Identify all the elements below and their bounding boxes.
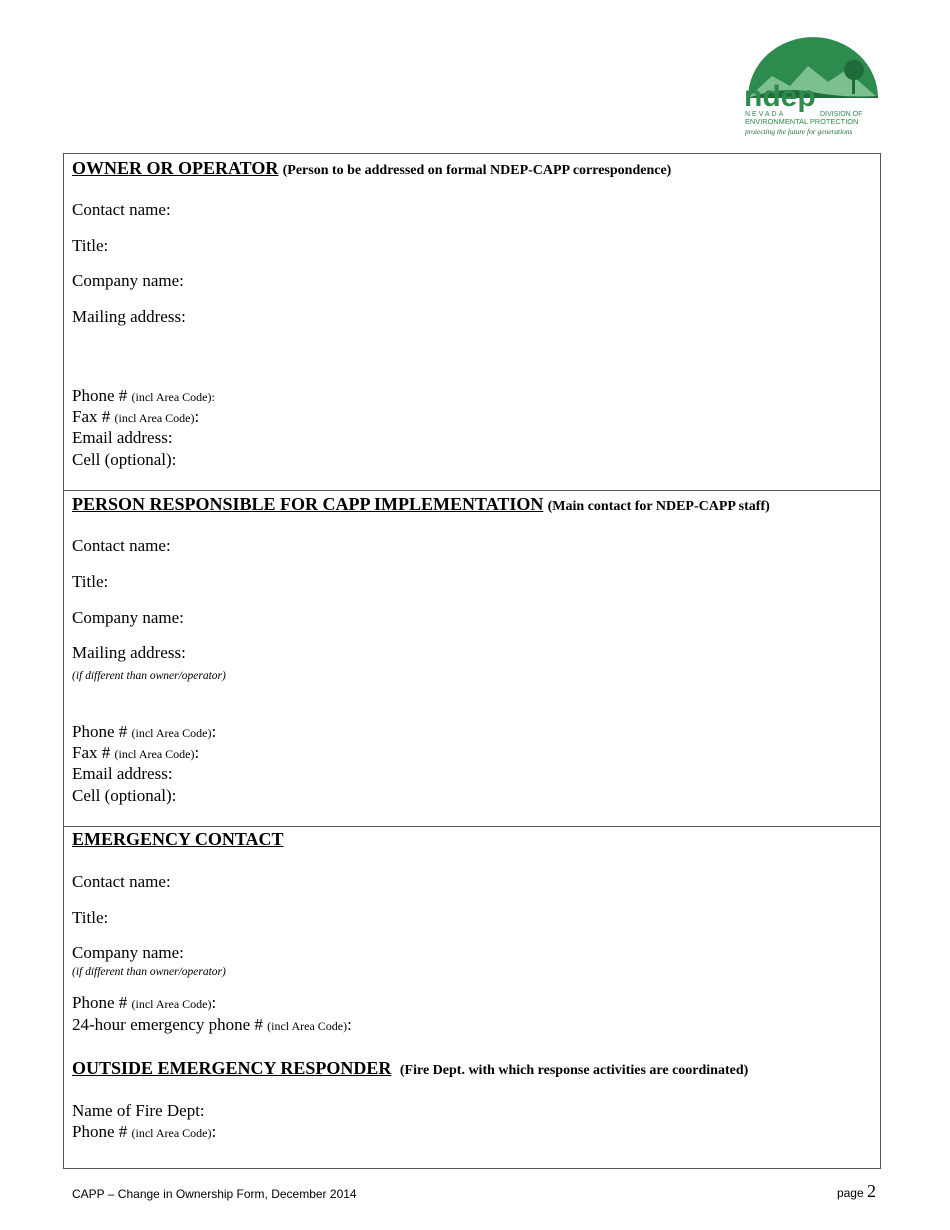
emergency-24h-phone[interactable]: [72, 1015, 352, 1036]
footer-page-number: 2: [867, 1181, 876, 1201]
owner-title[interactable]: Title:: [72, 236, 109, 255]
emergency-company-name[interactable]: Company name:: [72, 943, 184, 962]
owner-fax-label: Fax #: [72, 407, 111, 426]
responder-phone-colon: :: [211, 1122, 217, 1141]
emergency-heading: EMERGENCY CONTACT: [72, 829, 284, 849]
owner-email[interactable]: Email address:: [72, 428, 173, 447]
responder-phone-note: (incl Area Code): [131, 1126, 212, 1140]
owner-fax-note: (incl Area Code): [114, 411, 195, 425]
responsible-cell[interactable]: Cell (optional):: [72, 786, 177, 805]
owner-fax[interactable]: [72, 407, 199, 428]
emergency-phone[interactable]: [72, 993, 216, 1014]
emergency-phone-label: Phone #: [72, 993, 128, 1012]
responsible-address-note: (if different than owner/operator): [72, 670, 226, 682]
owner-fax-colon: :: [194, 407, 200, 426]
logo-tagline: protecting the future for generations: [745, 127, 853, 136]
owner-company-name[interactable]: Company name:: [72, 271, 184, 290]
responsible-heading: PERSON RESPONSIBLE FOR CAPP IMPLEMENTATION: [72, 494, 544, 514]
responsible-heading-line: [72, 494, 770, 517]
responsible-fax-label: Fax #: [72, 743, 111, 762]
responder-phone[interactable]: [72, 1122, 216, 1143]
logo-wordmark: ndep: [744, 80, 816, 113]
responder-heading-line: [72, 1058, 748, 1081]
logo-division: DIVISION OF: [820, 111, 863, 118]
section-divider-2: [64, 826, 880, 827]
owner-heading-note: (Person to be addressed on formal NDEP-CAPP correspondence): [282, 163, 672, 178]
emergency-24h-phone-note: (incl Area Code): [267, 1019, 348, 1033]
footer-page: [837, 1181, 876, 1202]
responsible-email[interactable]: Email address:: [72, 764, 173, 783]
footer-form-title: CAPP – Change in Ownership Form, December 2014: [72, 1187, 357, 1201]
section-divider-1: [64, 490, 880, 491]
emergency-heading-line: [72, 829, 284, 850]
owner-contact-name[interactable]: Contact name:: [72, 200, 171, 219]
footer-page-label: page: [836, 1186, 864, 1200]
owner-phone[interactable]: [72, 386, 215, 407]
emergency-title[interactable]: Title:: [72, 908, 109, 927]
owner-heading-line: [72, 158, 671, 181]
responsible-fax[interactable]: [72, 743, 199, 764]
responsible-contact-name[interactable]: Contact name:: [72, 536, 171, 555]
responsible-mailing-address[interactable]: Mailing address:: [72, 643, 186, 662]
responsible-phone-note: (incl Area Code): [131, 726, 212, 740]
emergency-phone-note: (incl Area Code): [131, 997, 212, 1011]
responsible-fax-colon: :: [194, 743, 200, 762]
emergency-24h-phone-label: 24-hour emergency phone #: [72, 1015, 263, 1034]
responsible-fax-note: (incl Area Code): [114, 747, 195, 761]
responsible-heading-note: (Main contact for NDEP-CAPP staff): [547, 499, 770, 514]
responder-heading-note: (Fire Dept. with which response activities are coordinated): [399, 1063, 749, 1078]
emergency-24h-phone-colon: :: [347, 1015, 352, 1034]
owner-mailing-address[interactable]: Mailing address:: [72, 307, 186, 326]
emergency-contact-name[interactable]: Contact name:: [72, 872, 171, 891]
logo-nevada: NEVADA: [745, 111, 786, 118]
responder-phone-label: Phone #: [72, 1122, 128, 1141]
responsible-phone-colon: :: [211, 722, 217, 741]
ndep-logo: [742, 36, 884, 140]
responder-fire-dept[interactable]: Name of Fire Dept:: [72, 1101, 205, 1120]
owner-cell[interactable]: Cell (optional):: [72, 450, 177, 469]
emergency-company-note: (if different than owner/operator): [72, 966, 226, 978]
responsible-company-name[interactable]: Company name:: [72, 608, 184, 627]
responsible-title[interactable]: Title:: [72, 572, 109, 591]
emergency-phone-colon: :: [211, 993, 217, 1012]
owner-phone-label: Phone #: [72, 386, 128, 405]
logo-env-protection: ENVIRONMENTAL PROTECTION: [745, 117, 859, 126]
responsible-phone-label: Phone #: [72, 722, 128, 741]
responsible-phone[interactable]: [72, 722, 216, 743]
owner-phone-note: (incl Area Code):: [131, 390, 215, 404]
responder-heading: OUTSIDE EMERGENCY RESPONDER: [72, 1058, 392, 1078]
owner-heading: OWNER OR OPERATOR: [72, 158, 279, 178]
form-box: [63, 153, 881, 1169]
